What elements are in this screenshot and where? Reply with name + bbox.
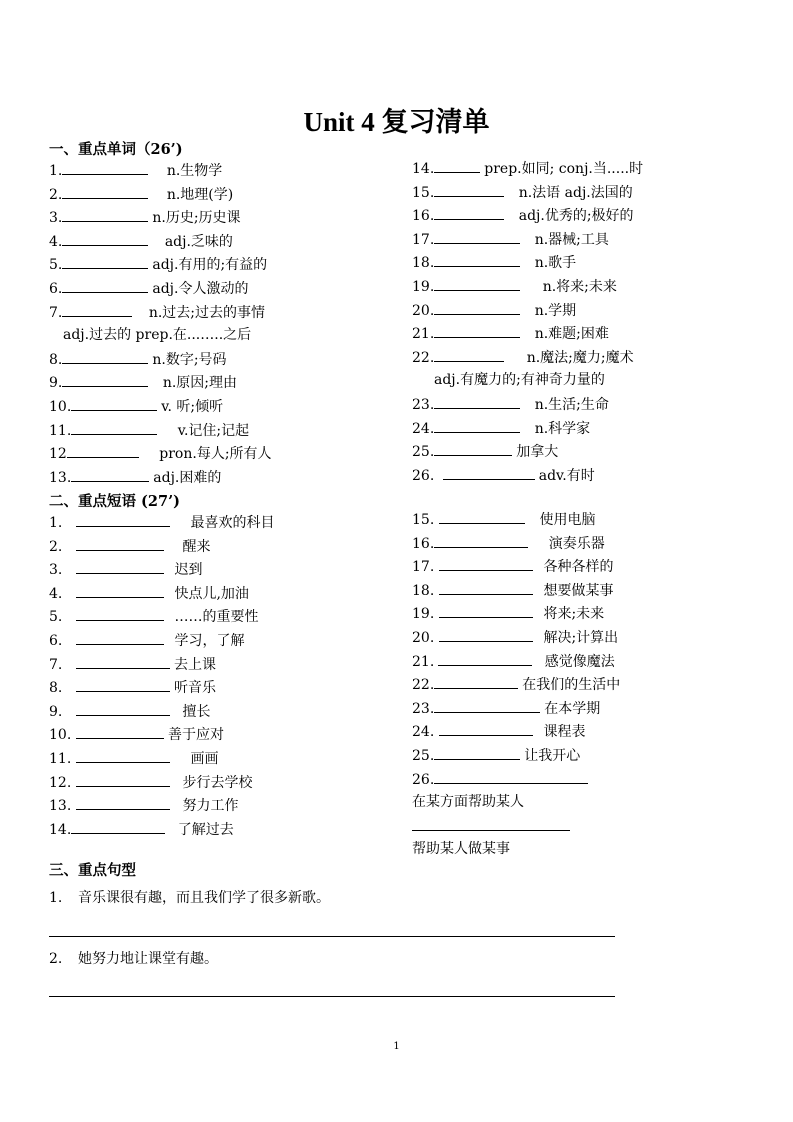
sentence-answer-line[interactable] bbox=[49, 996, 615, 997]
answer-blank[interactable] bbox=[434, 346, 504, 362]
word-item: 14. prep.如同; conj.当.....时 bbox=[412, 157, 643, 181]
answer-blank[interactable] bbox=[434, 275, 520, 291]
sentence-item: 2. 她努力地让课堂有趣。 bbox=[49, 951, 218, 967]
word-item: 25. 加拿大 bbox=[412, 440, 643, 464]
phrases-section-heading: 二、重点短语 (27’) bbox=[49, 493, 180, 510]
word-item: 11. v.记住;记起 bbox=[49, 419, 272, 443]
answer-blank[interactable] bbox=[71, 395, 157, 411]
answer-blank[interactable] bbox=[62, 183, 148, 199]
word-item: 12 pron.每人;所有人 bbox=[49, 442, 272, 466]
word-item-continuation: adj.过去的 prep.在...…..之后 bbox=[63, 327, 252, 344]
answer-blank[interactable] bbox=[76, 794, 170, 810]
word-item: 21. n.难题;困难 bbox=[412, 322, 643, 346]
answer-blank[interactable] bbox=[76, 676, 170, 692]
answer-blank[interactable] bbox=[76, 747, 170, 763]
word-item: 10. v. 听;倾听 bbox=[49, 395, 272, 419]
answer-blank[interactable] bbox=[62, 301, 132, 317]
answer-blank[interactable] bbox=[62, 277, 148, 293]
answer-blank[interactable] bbox=[76, 723, 164, 739]
word-item: 3. n.历史;历史课 bbox=[49, 206, 272, 230]
answer-blank[interactable] bbox=[67, 442, 139, 458]
phrase-item-blank-line bbox=[412, 815, 620, 839]
answer-blank[interactable] bbox=[76, 629, 164, 645]
words-section-heading: 一、重点单词（26’) bbox=[49, 141, 183, 158]
word-item: 7. n.过去;过去的事情 bbox=[49, 301, 272, 325]
answer-blank[interactable] bbox=[434, 204, 504, 220]
phrase-item: 2. 醒来 bbox=[49, 535, 274, 559]
phrase-item: 6. 学习，了解 bbox=[49, 629, 274, 653]
answer-blank[interactable] bbox=[62, 348, 148, 364]
phrase-item: 18. 想要做某事 bbox=[412, 579, 620, 603]
phrase-item: 20. 解决;计算出 bbox=[412, 626, 620, 650]
phrase-item: 7. 去上课 bbox=[49, 653, 274, 677]
phrase-item: 1. 最喜欢的科目 bbox=[49, 511, 274, 535]
word-item: 17. n.器械;工具 bbox=[412, 228, 643, 252]
phrase-item: 22. 在我们的生活中 bbox=[412, 673, 620, 697]
phrase-item: 10. 善于应对 bbox=[49, 723, 274, 747]
word-item: 2. n.地理(学) bbox=[49, 183, 272, 207]
page-number: 1 bbox=[393, 1041, 400, 1052]
answer-blank[interactable] bbox=[62, 206, 148, 222]
phrase-item: 12. 步行去学校 bbox=[49, 771, 274, 795]
word-item-continuation: adj.有魔力的;有神奇力量的 bbox=[434, 372, 605, 389]
answer-blank[interactable] bbox=[76, 700, 170, 716]
answer-blank[interactable] bbox=[439, 720, 533, 736]
phrase-item: 11. 画画 bbox=[49, 747, 274, 771]
answer-blank[interactable] bbox=[434, 417, 520, 433]
answer-blank[interactable] bbox=[434, 744, 520, 760]
answer-blank[interactable] bbox=[434, 251, 520, 267]
answer-blank[interactable] bbox=[434, 440, 512, 456]
answer-blank[interactable] bbox=[443, 464, 535, 480]
answer-blank[interactable] bbox=[434, 393, 520, 409]
word-item: 19. n.将来;未来 bbox=[412, 275, 643, 299]
phrase-item: 3. 迟到 bbox=[49, 558, 274, 582]
answer-blank[interactable] bbox=[62, 253, 148, 269]
phrase-item: 13. 努力工作 bbox=[49, 794, 274, 818]
phrase-item-continuation: 在某方面帮助某人 bbox=[412, 794, 524, 811]
word-item: 20. n.学期 bbox=[412, 299, 643, 323]
answer-blank[interactable] bbox=[434, 697, 540, 713]
words-right-column bbox=[412, 157, 643, 487]
words-left-column bbox=[49, 159, 272, 489]
answer-blank[interactable] bbox=[76, 558, 164, 574]
sentence-item: 1. 音乐课很有趣，而且我们学了很多新歌。 bbox=[49, 890, 330, 906]
phrase-item-continuation: 帮助某人做某事 bbox=[412, 841, 510, 858]
phrase-item: 5. ……的重要性 bbox=[49, 605, 274, 629]
answer-blank[interactable] bbox=[76, 582, 164, 598]
word-item: 23. n.生活;生命 bbox=[412, 393, 643, 417]
answer-blank[interactable] bbox=[434, 768, 588, 784]
word-item: 26. adv.有时 bbox=[412, 464, 643, 488]
sentences-section-heading: 三、重点句型 bbox=[49, 862, 136, 879]
phrase-item: 26. bbox=[412, 768, 620, 792]
answer-blank[interactable] bbox=[439, 626, 533, 642]
answer-blank[interactable] bbox=[434, 673, 518, 689]
answer-blank[interactable] bbox=[62, 371, 148, 387]
phrase-item: 14. 了解过去 bbox=[49, 818, 274, 842]
word-item: 24. n.科学家 bbox=[412, 417, 643, 441]
phrase-item: 25. 让我开心 bbox=[412, 744, 620, 768]
word-item: 6. adj.令人激动的 bbox=[49, 277, 272, 301]
word-item: 1. n.生物学 bbox=[49, 159, 272, 183]
phrases-right-column bbox=[412, 508, 620, 862]
answer-blank[interactable] bbox=[76, 605, 164, 621]
word-item: 8. n.数字;号码 bbox=[49, 348, 272, 372]
word-item: 5. adj.有用的;有益的 bbox=[49, 253, 272, 277]
word-item: 15. n.法语 adj.法国的 bbox=[412, 181, 643, 205]
answer-blank[interactable] bbox=[71, 818, 165, 834]
phrase-item: 8. 听音乐 bbox=[49, 676, 274, 700]
phrase-item: 15. 使用电脑 bbox=[412, 508, 620, 532]
answer-blank[interactable] bbox=[439, 508, 525, 524]
phrases-left-column bbox=[49, 511, 274, 841]
word-item: 9. n.原因;理由 bbox=[49, 371, 272, 395]
answer-blank[interactable] bbox=[62, 230, 148, 246]
answer-blank[interactable] bbox=[434, 181, 504, 197]
phrase-item: 24. 课程表 bbox=[412, 720, 620, 744]
answer-blank[interactable] bbox=[62, 159, 148, 175]
phrase-item: 4. 快点儿,加油 bbox=[49, 582, 274, 606]
phrase-item: 21. 感觉像魔法 bbox=[412, 650, 620, 674]
answer-blank[interactable] bbox=[439, 555, 533, 571]
word-item: 22. n.魔法;魔力;魔术 bbox=[412, 346, 643, 370]
answer-blank[interactable] bbox=[76, 771, 170, 787]
answer-blank[interactable] bbox=[434, 532, 528, 548]
answer-blank[interactable] bbox=[439, 579, 533, 595]
answer-blank[interactable] bbox=[76, 535, 164, 551]
sentence-answer-line[interactable] bbox=[49, 936, 615, 937]
word-item: 18. n.歌手 bbox=[412, 251, 643, 275]
answer-blank[interactable] bbox=[76, 511, 170, 527]
answer-blank[interactable] bbox=[76, 653, 170, 669]
phrase-item: 17. 各种各样的 bbox=[412, 555, 620, 579]
answer-blank[interactable] bbox=[438, 650, 532, 666]
answer-blank[interactable] bbox=[434, 157, 480, 173]
phrase-item: 16. 演奏乐器 bbox=[412, 532, 620, 556]
word-item: 4. adj.乏味的 bbox=[49, 230, 272, 254]
answer-blank[interactable] bbox=[412, 815, 570, 831]
phrase-item: 19. 将来;未来 bbox=[412, 602, 620, 626]
answer-blank[interactable] bbox=[434, 322, 520, 338]
page-title: Unit 4 复习清单 bbox=[303, 107, 490, 137]
phrase-item: 9. 擅长 bbox=[49, 700, 274, 724]
phrase-item: 23. 在本学期 bbox=[412, 697, 620, 721]
answer-blank[interactable] bbox=[434, 299, 520, 315]
word-item: 13. adj.困难的 bbox=[49, 466, 272, 490]
answer-blank[interactable] bbox=[71, 419, 157, 435]
answer-blank[interactable] bbox=[71, 466, 149, 482]
answer-blank[interactable] bbox=[434, 228, 520, 244]
word-item: 16. adj.优秀的;极好的 bbox=[412, 204, 643, 228]
answer-blank[interactable] bbox=[439, 602, 533, 618]
